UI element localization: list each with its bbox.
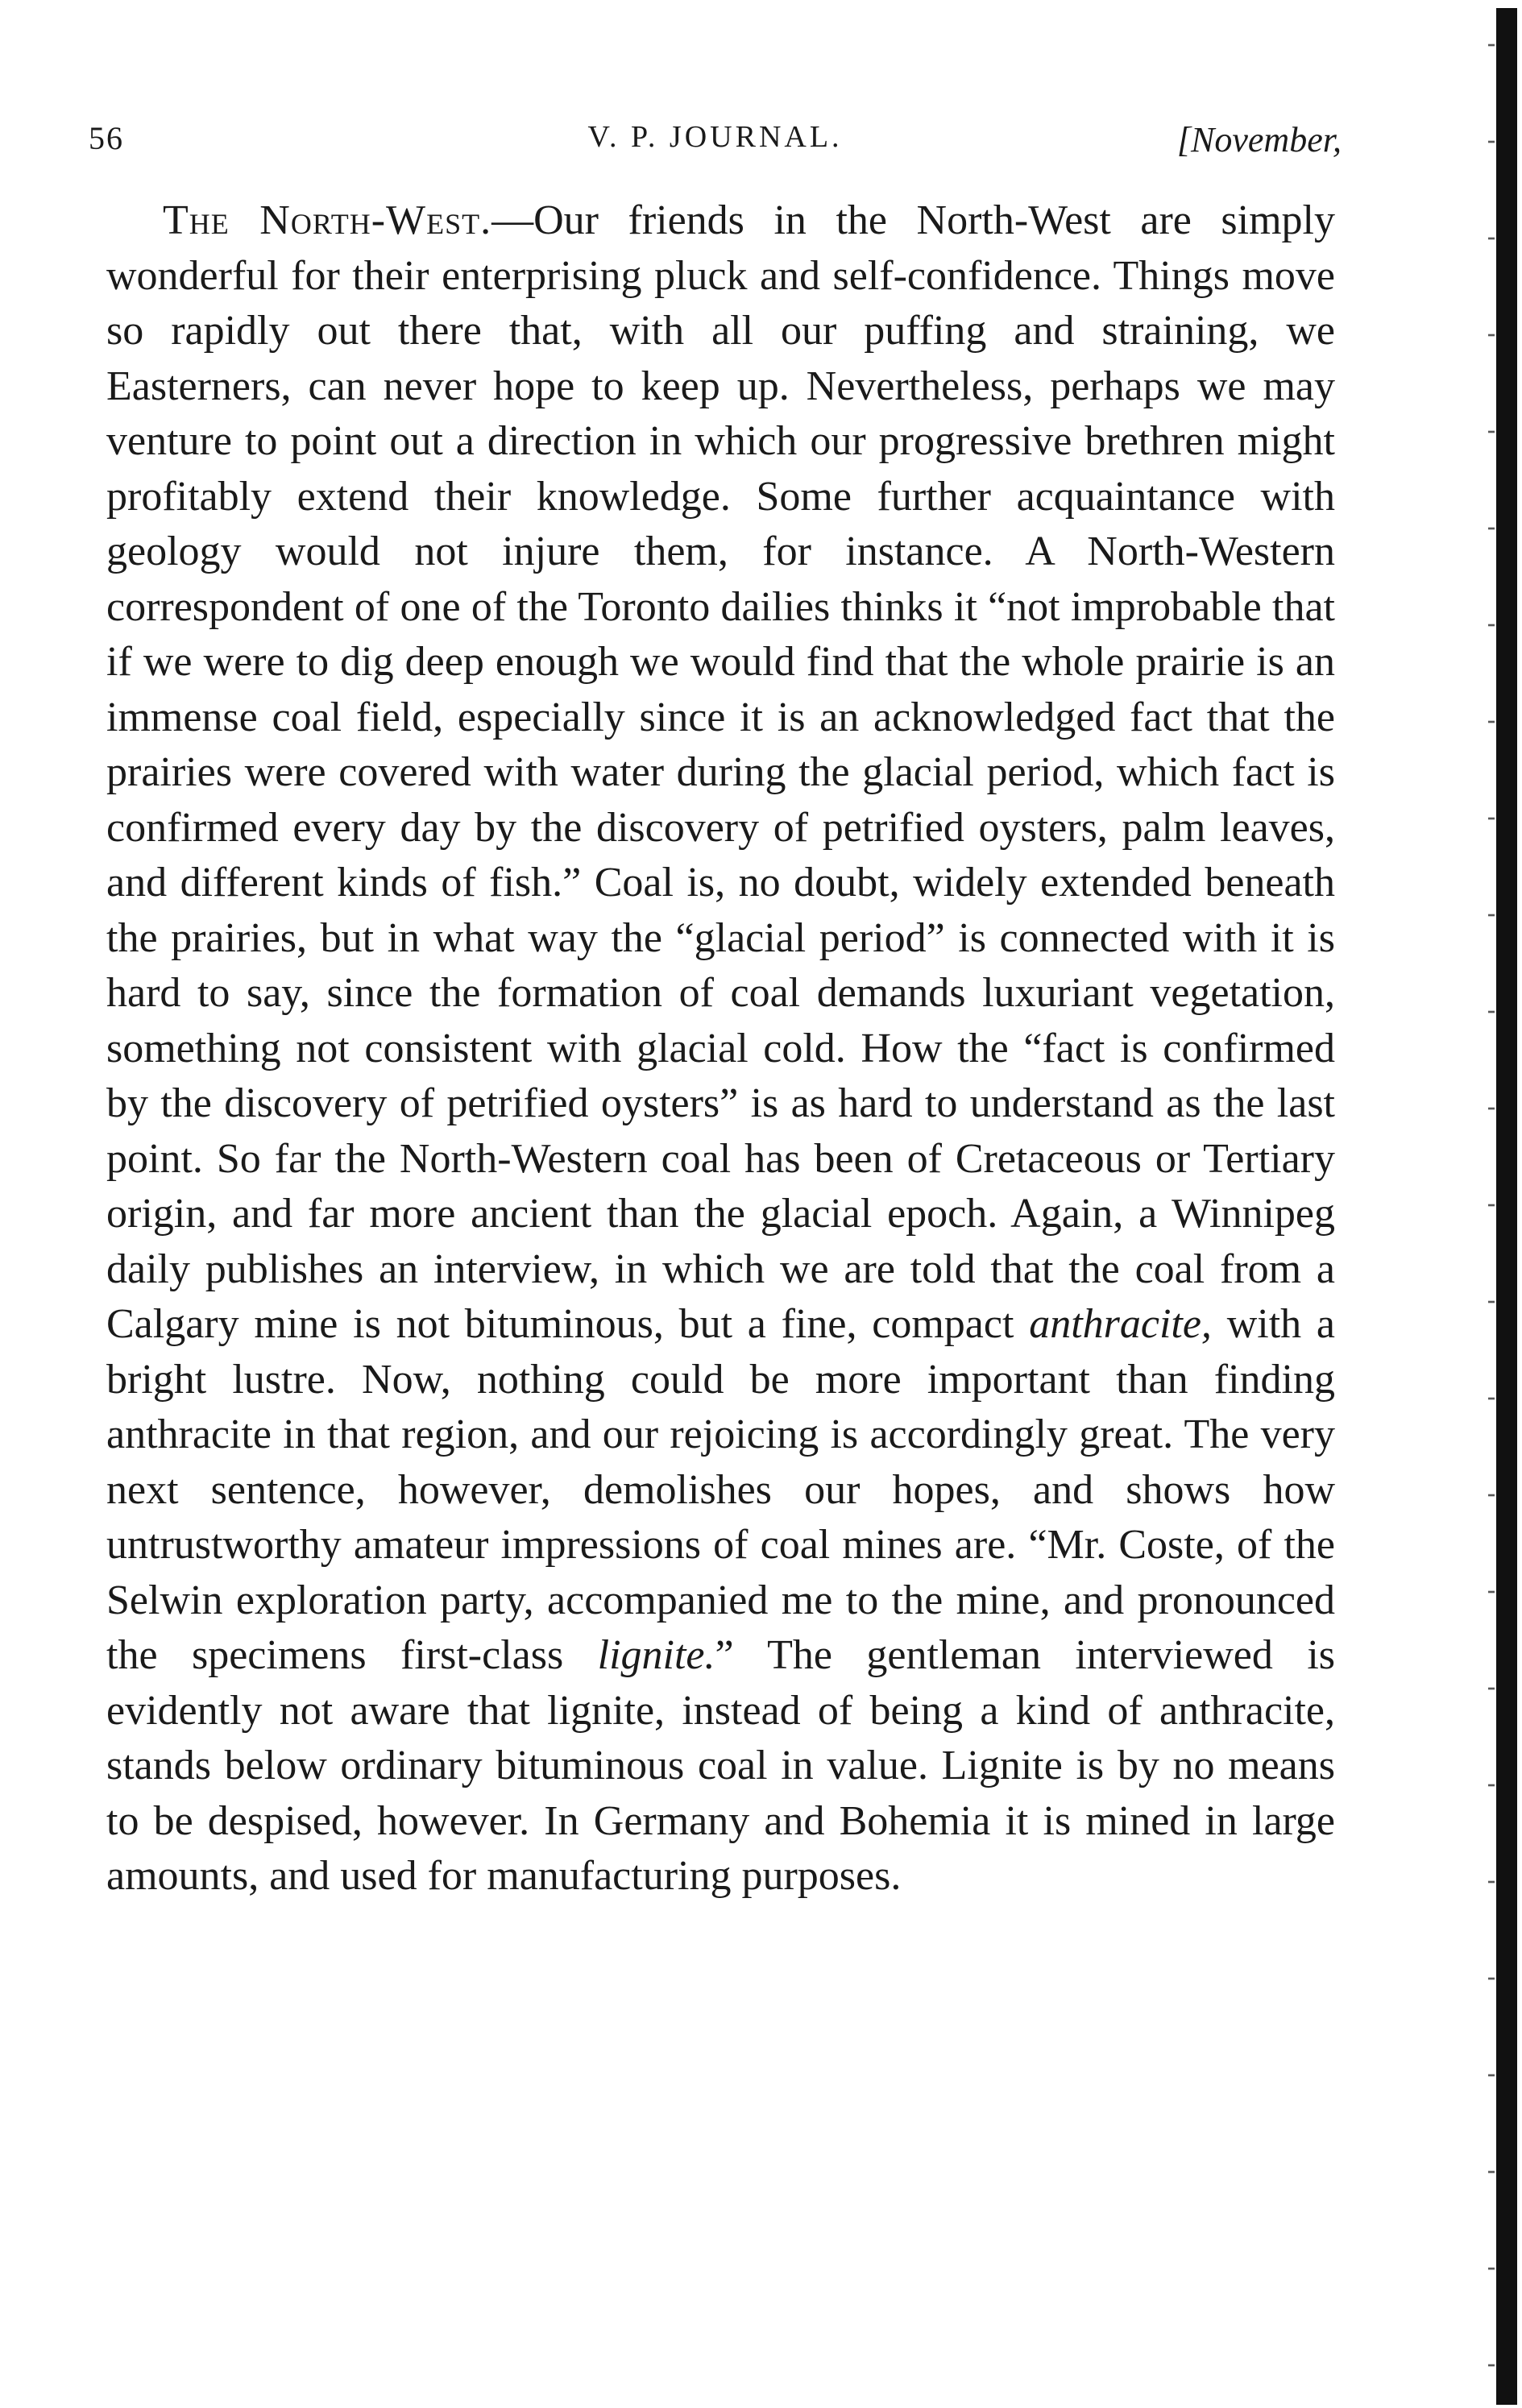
article-paragraph	[106, 193, 1335, 1904]
heading-dash: —	[491, 197, 534, 243]
text-segment-2: with a bright lustre. Now, nothing could be more important than finding anthracite in that region, and our rejoicing is accordingly great. The very next sentence, however, demolishes our hopes, and shows how untrustworthy amateur impressions of coal mines are. “Mr. Coste, of the Selwin exploration party, accompanied me to the mine, and pronounced the specimens first-class	[106, 1301, 1336, 1678]
text-segment-lignite: lignite.	[597, 1632, 715, 1678]
article-heading: The North-West.	[163, 197, 492, 243]
running-header	[89, 119, 1342, 168]
text-segment-1: Our friends in the North-West are simply wonderful for their enterprising pluck and self-confidence. Things move so rapidly out there that, with all our puffing and straining, we Easterners, can never hope to keep up. Nevertheless, perhaps we may venture to point out a direction in which our progressive brethren might profitably extend their knowledge. Some further acquaintance with geology would not injure them, for instance. A North-Western correspondent of one of the Toronto dailies thinks it “not improbable that if we were to dig deep enough we would find that the whole prairie is an immense coal field, especially since it is an acknowledged fact that the prairies were covered with water during the glacial period, which fact is confirmed every day by the discovery of petrified oysters, palm leaves, and different kinds of fish.” Coal is, no doubt, widely extended beneath the prairies, but in what way the “glacial period” is connected with it is hard to say, since the formation of coal demands luxuriant vegetation, something not consistent with glacial cold. How the “fact is confirmed by the discovery of petrified oysters” is as hard to understand as the last point. So far the North-Western coal has been of Cretaceous or Tertiary origin, and far more ancient than the glacial epoch. Again, a Winnipeg daily publishes an interview, in which we are told that the coal from a Calgary mine is not bituminous, but a fine, compact	[106, 197, 1335, 1347]
text-segment-anthracite: anthracite,	[1029, 1301, 1212, 1347]
scan-edge-border	[1496, 8, 1517, 2405]
page-number: 56	[89, 120, 124, 156]
journal-title: V. P. JOURNAL.	[587, 120, 843, 154]
issue-month: [November,	[1176, 120, 1342, 160]
text-segment-3: ” The gentleman interviewed is evidently not aware that lignite, instead of being a kind of anthracite, stands below ordinary bituminous coal in value. Lignite is by no means to be despised, however. In Germany and Bohemia it is mined in large amounts, and used for manufacturing purposes.	[106, 1632, 1336, 1899]
